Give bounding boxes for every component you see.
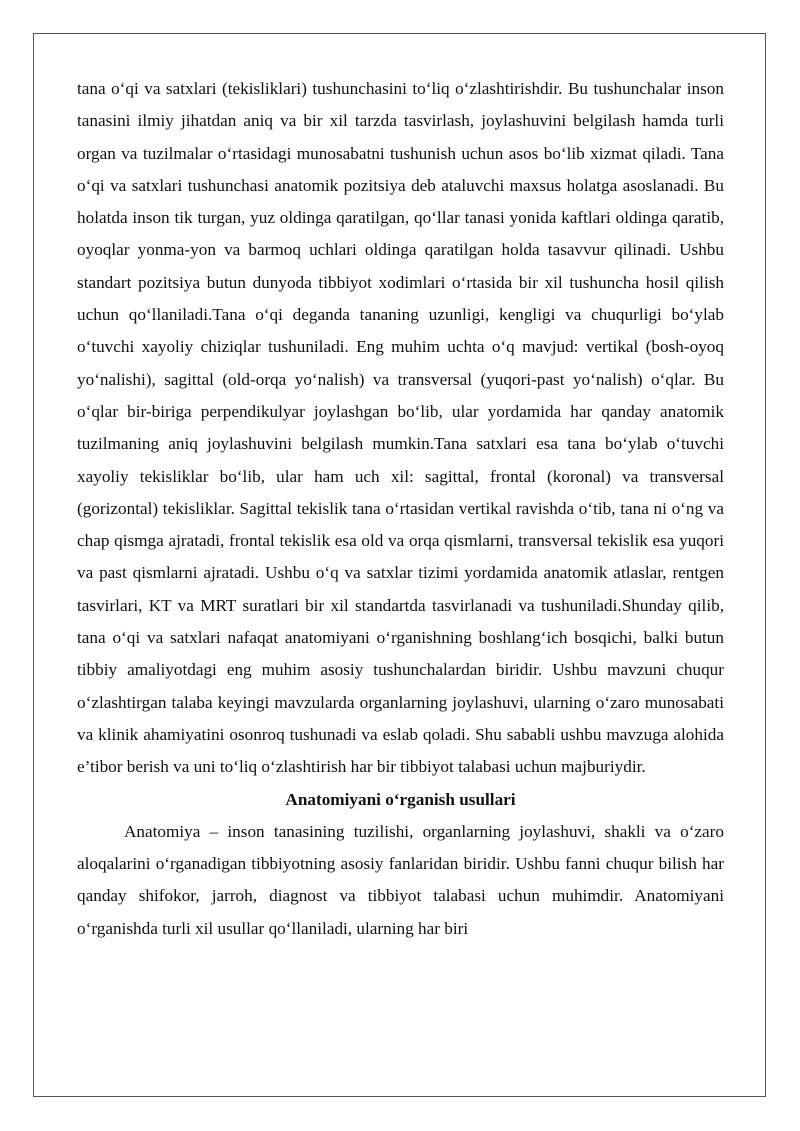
body-paragraph-2: Anatomiya – inson tanasining tuzilishi, organlarning joylashuvi, shakli va o‘zaro aloqalarini o‘rganadigan tibbiyotning asosiy fanlaridan biridir. Ushbu fanni chuqur bilish har qanday shifokor, jarroh, diagnost va tibbiyot talabasi uchun muhimdir. Anatomiyani o‘rganishda turli xil usullar qo‘llaniladi, ularning har biri [77,821,724,938]
body-paragraph: tana o‘qi va satxlari (tekisliklari) tushunchasini to‘liq o‘zlashtirishdir. Bu tushunchalar inson tanasini ilmiy jihatdan aniq va bir xil tarzda tasvirlash, joylashuvini belgilash hamda turli organ va tuzilmalar o‘rtasidagi munosabatni tushunish uchun asos bo‘lib xizmat qiladi. Tana o‘qi va satxlari tushunchasi anatomik pozitsiya deb ataluvchi maxsus holatga asoslanadi. Bu holatda inson tik turgan, yuz oldinga qaratilgan, qo‘llar tanasi yonida kaftlari oldinga qaratib, oyoqlar yonma-yon va barmoq uchlari oldinga qaratilgan holda tasavvur qilinadi. Ushbu standart pozitsiya butun dunyoda tibbiyot xodimlari o‘rtasida bir xil tushuncha hosil qilish uchun qo‘llaniladi.Tana o‘qi deganda tananing uzunligi, kengligi va chuqurligi bo‘ylab o‘tuvchi xayoliy chiziqlar tushuniladi. Eng muhim uchta o‘q mavjud: vertikal (bosh-oyoq yo‘nalishi), sagittal (old-orqa yo‘nalish) va transversal (yuqori-past yo‘nalish) o‘qlar. Bu o‘qlar bir-biriga perpendikulyar joylashgan bo‘lib, ular yordamida har qanday anatomik tuzilmaning aniq joylashuvini belgilash mumkin.Tana satxlari esa tana bo‘ylab o‘tuvchi xayoliy tekisliklar bo‘lib, ular ham uch xil: sagittal, frontal (koronal) va transversal (gorizontal) tekisliklar. Sagittal tekislik tana o‘rtasidan vertikal ravishda o‘tib, tana ni o‘ng va chap qismga ajratadi, frontal tekislik esa old va orqa qismlarni, transversal tekislik esa yuqori va past qismlarni ajratadi. Ushbu o‘q va satxlar tizimi yordamida anatomik atlaslar, rentgen tasvirlari, KT va MRT suratlari bir xil standartda tasvirlanadi va tushuniladi.Shunday qilib, tana o‘qi va satxlari nafaqat anatomiyani o‘rganishning boshlang‘ich bosqichi, balki butun tibbiy amaliyotdagi eng muhim asosiy tushunchalardan biridir. Ushbu mavzuni chuqur o‘zlashtirgan talaba keyingi mavzularda organlarning joylashuvi, ularning o‘zaro munosabati va klinik ahamiyatini osonroq tushunadi va eslab qoladi. Shu sababli ushbu mavzuga alohida e’tibor berish va uni to‘liq o‘zlashtirish har bir tibbiyot talabasi uchun majburiydir. [77,79,724,777]
section-heading: Anatomiyani o‘rganish usullari [285,789,516,809]
document-body [77,73,724,945]
